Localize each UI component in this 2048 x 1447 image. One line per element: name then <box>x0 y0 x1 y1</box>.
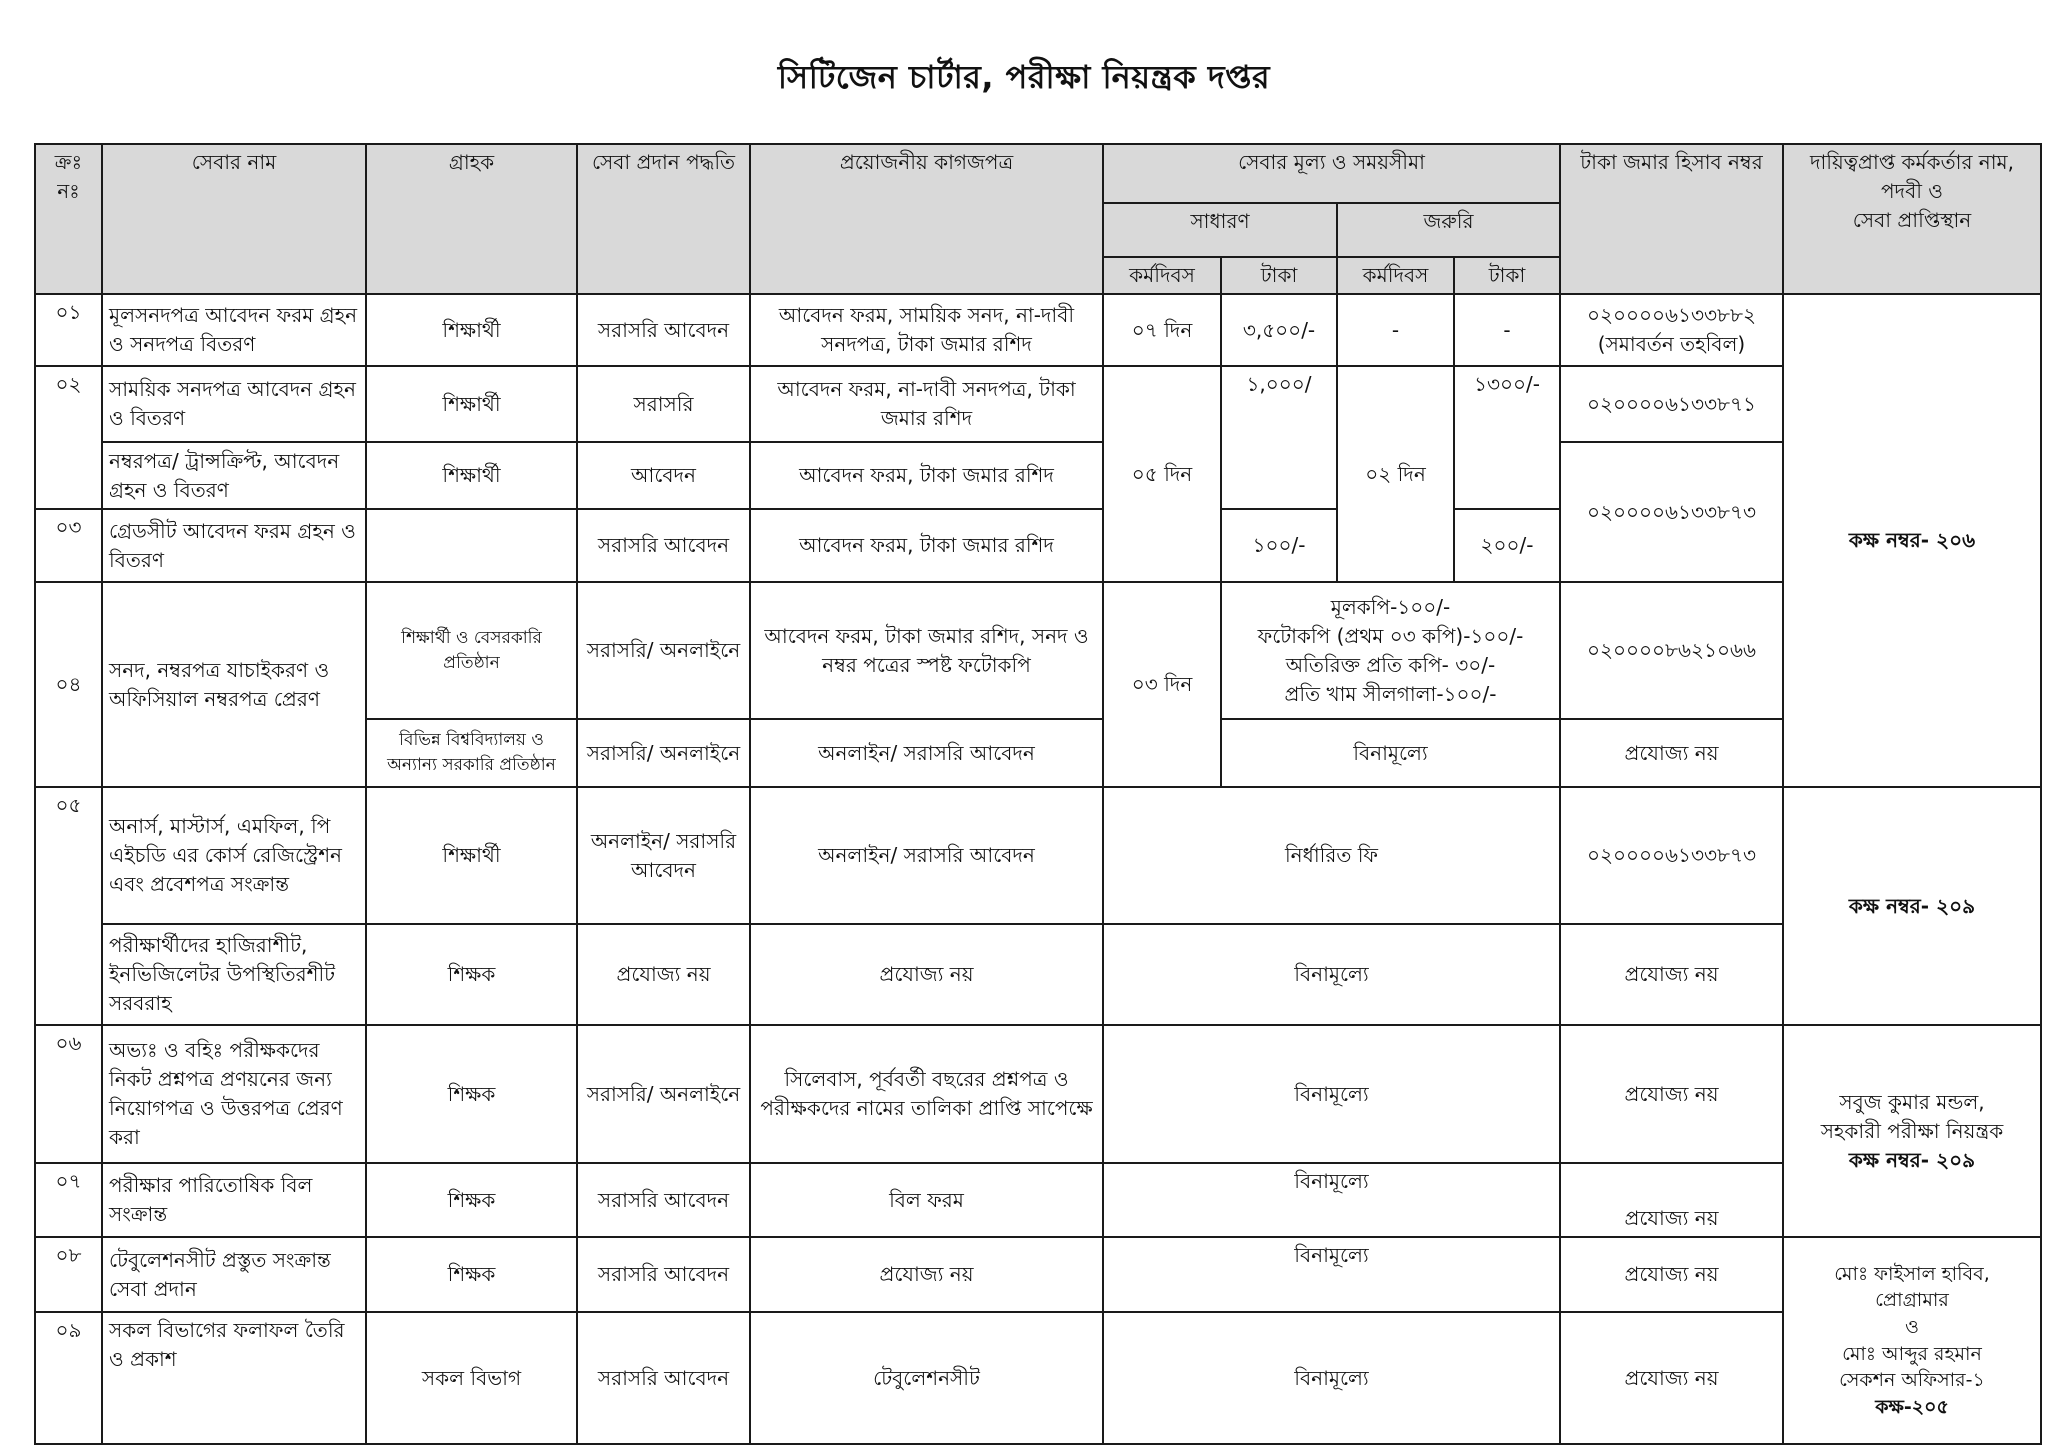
method-cell: সরাসরি/ অনলাইনে <box>577 1025 750 1163</box>
serial-cell: ০২ <box>35 366 102 509</box>
account-cell: ০২০০০০৬১৩৩৮৭৩ <box>1560 442 1783 582</box>
account-cell <box>1560 294 1783 366</box>
table-row <box>35 582 2041 719</box>
client-cell: শিক্ষক <box>366 1237 577 1312</box>
method-cell: সরাসরি আবেদন <box>577 294 750 366</box>
officer-cell <box>1783 1237 2041 1444</box>
account-cell: প্রযোজ্য নয় <box>1560 1312 1783 1444</box>
service-place-cell: কক্ষ নম্বর- ২০৬ <box>1783 294 2041 787</box>
page-title: সিটিজেন চার্টার, পরীক্ষা নিয়ন্ত্রক দপ্তর <box>777 58 1271 96</box>
account-number: ০২০০০০৬১৩৩৮৮২ <box>1587 303 1756 327</box>
serial-cell: ০৫ <box>35 787 102 1025</box>
normal-days-cell: ০৭ দিন <box>1103 294 1221 366</box>
table-row <box>35 924 2041 1025</box>
officer-name: মোঃ ফাইসাল হাবিব, <box>1834 1262 1990 1285</box>
client-cell: শিক্ষার্থী <box>366 442 577 509</box>
fee-line: অতিরিক্ত প্রতি কপি- ৩০/- <box>1285 652 1496 677</box>
header-serial: ক্রঃ নঃ <box>35 144 102 294</box>
officer-title: সেকশন অফিসার-১ <box>1839 1369 1985 1392</box>
normal-days-cell: ০৩ দিন <box>1103 582 1221 787</box>
fee-cell: বিনামূল্যে <box>1103 1163 1560 1237</box>
documents-cell: আবেদন ফরম, সাময়িক সনদ, না-দাবী সনদপত্র, টাকা জমার রশিদ <box>750 294 1103 366</box>
urgent-fee-cell: ১৩০০/- <box>1454 366 1560 509</box>
header-urgent: জরুরি <box>1337 203 1560 257</box>
header-normal-workday: কর্মদিবস <box>1103 257 1221 294</box>
documents-cell: টেবুলেশনসীট <box>750 1312 1103 1444</box>
account-cell: প্রযোজ্য নয় <box>1560 1025 1783 1163</box>
header-officer-line1: দায়িত্বপ্রাপ্ত কর্মকর্তার নাম, <box>1809 150 2014 174</box>
fee-cell: বিনামূল্যে <box>1103 924 1560 1025</box>
officer-room: কক্ষ নম্বর- ২০৯ <box>1848 1147 1976 1172</box>
service-name-cell: পরীক্ষার পারিতোষিক বিল সংক্রান্ত <box>102 1163 366 1237</box>
account-cell: ০২০০০০৮৬২১০৬৬ <box>1560 582 1783 719</box>
serial-cell: ০৩ <box>35 509 102 582</box>
account-cell: ০২০০০০৬১৩৩৮৭১ <box>1560 366 1783 442</box>
service-name-cell: সকল বিভাগের ফলাফল তৈরি ও প্রকাশ <box>102 1312 366 1444</box>
client-cell: শিক্ষার্থী ও বেসরকারি প্রতিষ্ঠান <box>366 582 577 719</box>
documents-cell: অনলাইন/ সরাসরি আবেদন <box>750 787 1103 924</box>
fee-cell: বিনামূল্যে <box>1103 1025 1560 1163</box>
normal-fee-cell: ৩,৫০০/- <box>1221 294 1337 366</box>
header-officer-line2: পদবী ও <box>1880 179 1943 203</box>
table-row <box>35 442 2041 509</box>
method-cell: অনলাইন/ সরাসরি আবেদন <box>577 787 750 924</box>
officer-name: মোঃ আব্দুর রহমান <box>1842 1342 1982 1365</box>
header-client: গ্রাহক <box>366 144 577 294</box>
method-cell: আবেদন <box>577 442 750 509</box>
table-row <box>35 1237 2041 1312</box>
method-cell: সরাসরি আবেদন <box>577 509 750 582</box>
client-cell: সকল বিভাগ <box>366 1312 577 1444</box>
client-cell: শিক্ষক <box>366 1025 577 1163</box>
table-row <box>35 787 2041 924</box>
account-cell: প্রযোজ্য নয় <box>1560 719 1783 787</box>
fee-line: মূলকপি-১০০/- <box>1330 594 1451 619</box>
method-cell: সরাসরি <box>577 366 750 442</box>
service-name-cell: মূলসনদপত্র আবেদন ফরম গ্রহন ও সনদপত্র বিতরণ <box>102 294 366 366</box>
fee-cell: বিনামূল্যে <box>1103 1237 1560 1312</box>
service-name-cell: সনদ, নম্বরপত্র যাচাইকরণ ও অফিসিয়াল নম্বরপত্র প্রেরণ <box>102 582 366 787</box>
serial-cell: ০৬ <box>35 1025 102 1163</box>
method-cell: প্রযোজ্য নয় <box>577 924 750 1025</box>
normal-days-cell: ০৫ দিন <box>1103 366 1221 582</box>
urgent-days-cell: ০২ দিন <box>1337 366 1454 582</box>
citizen-charter-table <box>34 143 2042 1445</box>
documents-cell: আবেদন ফরম, টাকা জমার রশিদ <box>750 509 1103 582</box>
header-urgent-taka: টাকা <box>1454 257 1560 294</box>
documents-cell: অনলাইন/ সরাসরি আবেদন <box>750 719 1103 787</box>
header-normal-taka: টাকা <box>1221 257 1337 294</box>
documents-cell: আবেদন ফরম, না-দাবী সনদপত্র, টাকা জমার রশিদ <box>750 366 1103 442</box>
method-cell: সরাসরি/ অনলাইনে <box>577 719 750 787</box>
documents-cell: সিলেবাস, পূর্ববর্তী বছরের প্রশ্নপত্র ও পরীক্ষকদের নামের তালিকা প্রাপ্তি সাপেক্ষে <box>750 1025 1103 1163</box>
client-cell: শিক্ষার্থী <box>366 787 577 924</box>
service-name-cell: পরীক্ষার্থীদের হাজিরাশীট, ইনভিজিলেটর উপস্থিতিরশীট সরবরাহ <box>102 924 366 1025</box>
header-row-1 <box>35 144 2041 203</box>
serial-cell: ০১ <box>35 294 102 366</box>
header-account: টাকা জমার হিসাব নম্বর <box>1560 144 1783 294</box>
header-officer <box>1783 144 2041 294</box>
service-name-cell: অভ্যঃ ও বহিঃ পরীক্ষকদের নিকট প্রশ্নপত্র প্রণয়নের জন্য নিয়োগপত্র ও উত্তরপত্র প্রেরণ করা <box>102 1025 366 1163</box>
officer-title: প্রোগ্রামার <box>1875 1289 1949 1312</box>
documents-cell: আবেদন ফরম, টাকা জমার রশিদ <box>750 442 1103 509</box>
method-cell: সরাসরি আবেদন <box>577 1237 750 1312</box>
service-name-cell: অনার্স, মাস্টার্স, এমফিল, পি এইচডি এর কোর্স রেজিস্ট্রেশন এবং প্রবেশপত্র সংক্রান্ত <box>102 787 366 924</box>
client-cell: শিক্ষার্থী <box>366 294 577 366</box>
urgent-fee-cell: ২০০/- <box>1454 509 1560 582</box>
documents-cell: প্রযোজ্য নয় <box>750 924 1103 1025</box>
normal-fee-cell: ১,০০০/ <box>1221 366 1337 509</box>
urgent-fee-cell: - <box>1454 294 1560 366</box>
serial-cell: ০৭ <box>35 1163 102 1237</box>
client-cell-empty <box>366 509 577 582</box>
client-cell: শিক্ষার্থী <box>366 366 577 442</box>
account-cell: প্রযোজ্য নয় <box>1560 924 1783 1025</box>
account-note: (সমাবর্তন তহবিল) <box>1597 332 1746 356</box>
client-cell: শিক্ষক <box>366 924 577 1025</box>
method-cell: সরাসরি আবেদন <box>577 1312 750 1444</box>
officer-room: কক্ষ-২০৫ <box>1875 1395 1949 1418</box>
fee-line: প্রতি খাম সীলগালা-১০০/- <box>1284 681 1497 706</box>
header-fee-time: সেবার মূল্য ও সময়সীমা <box>1103 144 1560 203</box>
header-method: সেবা প্রদান পদ্ধতি <box>577 144 750 294</box>
fee-line: ফটোকপি (প্রথম ০৩ কপি)-১০০/- <box>1257 623 1524 648</box>
service-name-cell: সাময়িক সনদপত্র আবেদন গ্রহন ও বিতরণ <box>102 366 366 442</box>
service-name-cell: গ্রেডসীট আবেদন ফরম গ্রহন ও বিতরণ <box>102 509 366 582</box>
officer-and: ও <box>1905 1315 1919 1338</box>
documents-cell: প্রযোজ্য নয় <box>750 1237 1103 1312</box>
client-cell: বিভিন্ন বিশ্ববিদ্যালয় ও অন্যান্য সরকারি প্রতিষ্ঠান <box>366 719 577 787</box>
urgent-days-cell: - <box>1337 294 1454 366</box>
header-normal: সাধারণ <box>1103 203 1337 257</box>
service-place-cell: কক্ষ নম্বর- ২০৯ <box>1783 787 2041 1025</box>
officer-title: সহকারী পরীক্ষা নিয়ন্ত্রক <box>1820 1118 2004 1143</box>
table-row <box>35 294 2041 366</box>
serial-cell: ০৯ <box>35 1312 102 1444</box>
account-cell: প্রযোজ্য নয় <box>1560 1163 1783 1237</box>
header-urgent-workday: কর্মদিবস <box>1337 257 1454 294</box>
serial-cell: ০৪ <box>35 582 102 787</box>
serial-cell: ০৮ <box>35 1237 102 1312</box>
fee-cell: বিনামূল্যে <box>1103 1312 1560 1444</box>
method-cell: সরাসরি/ অনলাইনে <box>577 582 750 719</box>
account-cell: প্রযোজ্য নয় <box>1560 1237 1783 1312</box>
service-name-cell: টেবুলেশনসীট প্রস্তুত সংক্রান্ত সেবা প্রদান <box>102 1237 366 1312</box>
header-documents: প্রয়োজনীয় কাগজপত্র <box>750 144 1103 294</box>
normal-fee-cell: ১০০/- <box>1221 509 1337 582</box>
officer-cell <box>1783 1025 2041 1237</box>
documents-cell: আবেদন ফরম, টাকা জমার রশিদ, সনদ ও নম্বর পত্রের স্পষ্ট ফটোকপি <box>750 582 1103 719</box>
fee-list-cell <box>1221 582 1560 719</box>
table-row <box>35 1163 2041 1237</box>
fee-cell: বিনামূল্যে <box>1221 719 1560 787</box>
officer-name: সবুজ কুমার মন্ডল, <box>1839 1089 1985 1114</box>
service-name-cell: নম্বরপত্র/ ট্রান্সক্রিপ্ট, আবেদন গ্রহন ও বিতরণ <box>102 442 366 509</box>
header-service-name: সেবার নাম <box>102 144 366 294</box>
table-row <box>35 1312 2041 1444</box>
method-cell: সরাসরি আবেদন <box>577 1163 750 1237</box>
fee-cell: নির্ধারিত ফি <box>1103 787 1560 924</box>
header-officer-line3: সেবা প্রাপ্তিস্থান <box>1852 208 1972 232</box>
account-cell: ০২০০০০৬১৩৩৮৭৩ <box>1560 787 1783 924</box>
table-row <box>35 1025 2041 1163</box>
client-cell: শিক্ষক <box>366 1163 577 1237</box>
table-row <box>35 366 2041 442</box>
documents-cell: বিল ফরম <box>750 1163 1103 1237</box>
